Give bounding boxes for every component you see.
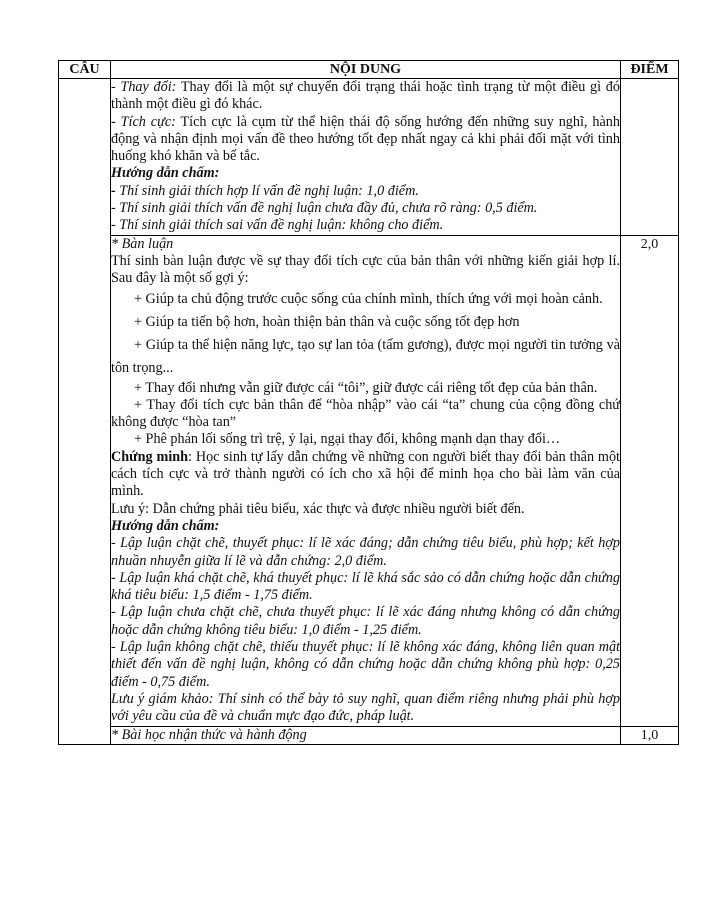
header-row [59, 61, 679, 79]
header-question: CÂU [59, 61, 111, 79]
examiner-note: Lưu ý giám khảo: Thí sinh có thể bày tỏ suy nghĩ, quan điểm riêng nhưng phải phù hợp với yêu cầu của đề và chuẩn mực đạo đức, pháp luật. [111, 690, 620, 725]
def-tich-cuc: Tích cực là cụm từ thể hiện thái độ sống hướng đến những suy nghĩ, hành động và nhận định mọi vấn đề theo hướng tốt đẹp nhất ngay cả khi phải đối mặt với tình huống khó khăn và bế tắc. [111, 113, 620, 165]
def-thay-doi: Thay đổi là một sự chuyển đổi trạng thái hoặc tình trạng từ một điều gì đó thành một điều gì đó khác. [111, 79, 620, 113]
term-tich-cuc: - Tích cực: [111, 113, 176, 130]
explanation-content [111, 79, 621, 236]
guide-1-item-1 [111, 183, 620, 200]
guide-1-item-2: - Thí sinh giải thích vấn đề nghị luận chưa đầy đủ, chưa rõ ràng: 0,5 điểm. [111, 200, 538, 217]
guide-dash: - [111, 182, 116, 199]
bullet-6: + Phê phán lối sống trì trệ, ỷ lại, ngại thay đổi, không mạnh dạn thay đổi… [134, 431, 561, 448]
evidence-note: Lưu ý: Dẫn chứng phải tiêu biểu, xác thực và được nhiều người biết đến. [111, 500, 525, 517]
guide-2-item-4: - Lập luận không chặt chẽ, thiếu thuyết phục: lí lẽ không xác đáng, không liên quan mật thiết đến vấn đề nghị luận, không có dẫn chứng hoặc dẫn chứng không phù hợp: 0,25 điểm - 0,75 điểm. [111, 639, 620, 690]
definition-thay-doi [111, 79, 620, 114]
bullet-4: + Thay đổi nhưng vẫn giữ được cái “tôi”, giữ được cái riêng tốt đẹp của bản thân. [134, 379, 598, 396]
guide-2-item-2: - Lập luận khá chặt chẽ, khá thuyết phục: lí lẽ khá sắc sảo có dẫn chứng hoặc dẫn chứng khá tiêu biểu: 1,5 điểm - 1,75 điểm. [111, 569, 620, 604]
proof-label: Chứng minh [111, 448, 189, 465]
score-cell-1 [621, 79, 679, 236]
discussion-intro: Thí sinh bàn luận được về sự thay đổi tích cực của bản thân với những kiến giải hợp lí. Sau đây là một số gợi ý: [111, 252, 620, 287]
discussion-content [111, 235, 621, 726]
definition-tich-cuc [111, 114, 620, 166]
grading-table [58, 60, 679, 745]
guide-1-item-3: - Thí sinh giải thích sai vấn đề nghị luận: không cho điểm. [111, 217, 444, 234]
bullet-2: + Giúp ta tiến bộ hơn, hoàn thiện bản thân và cuộc sống tốt đẹp hơn [134, 313, 520, 330]
row-discussion [59, 235, 679, 726]
bullet-5: + Thay đổi tích cực bản thân để “hòa nhập” vào cái “ta” chung của cộng đồng chứ không được “hòa tan” [111, 396, 620, 431]
score-cell-3: 1,0 [621, 726, 679, 744]
discussion-heading: * Bàn luận [111, 235, 174, 252]
guide-2-item-3: - Lập luận chưa chặt chẽ, chưa thuyết phục: lí lẽ xác đáng nhưng không có dẫn chứng hoặc dẫn chứng không tiêu biểu: 1,0 điểm - 1,25 điểm. [111, 604, 620, 638]
lesson-content [111, 726, 621, 744]
row-lesson [59, 726, 679, 744]
proof-text: : Học sinh tự lấy dẫn chứng về những con người biết thay đổi bản thân một cách tích cực và trở thành người có ích cho xã hội để minh họa cho bài làm văn của mình. [111, 448, 620, 500]
bullet-1: + Giúp ta chủ động trước cuộc sống của chính mình, thích ứng với mọi hoàn cảnh. [134, 290, 603, 307]
guide-1-text: Thí sinh giải thích hợp lí vấn đề nghị luận: 1,0 điểm. [115, 182, 419, 199]
row-explanation [59, 79, 679, 236]
lesson-heading: * Bài học nhận thức và hành động [111, 726, 307, 743]
header-content: NỘI DUNG [111, 61, 621, 79]
question-cell [59, 79, 111, 745]
guide-2-item-1: - Lập luận chặt chẽ, thuyết phục: lí lẽ xác đáng; dẫn chứng tiêu biểu, phù hợp; kết hợp nhuần nhuyễn giữa lí lẽ và dẫn chứng: 2,0 điểm. [111, 535, 620, 569]
bullet-3: + Giúp ta thể hiện năng lực, tạo sự lan tỏa (tấm gương), được mọi người tin tưởng và tôn trọng... [111, 336, 620, 376]
score-cell-2: 2,0 [621, 235, 679, 726]
guide-title-2: Hướng dẫn chấm: [111, 517, 220, 534]
guide-title-1: Hướng dẫn chấm: [111, 165, 220, 182]
proof-paragraph [111, 449, 620, 501]
header-score: ĐIỂM [621, 61, 679, 79]
term-thay-doi: - Thay đổi: [111, 79, 177, 95]
